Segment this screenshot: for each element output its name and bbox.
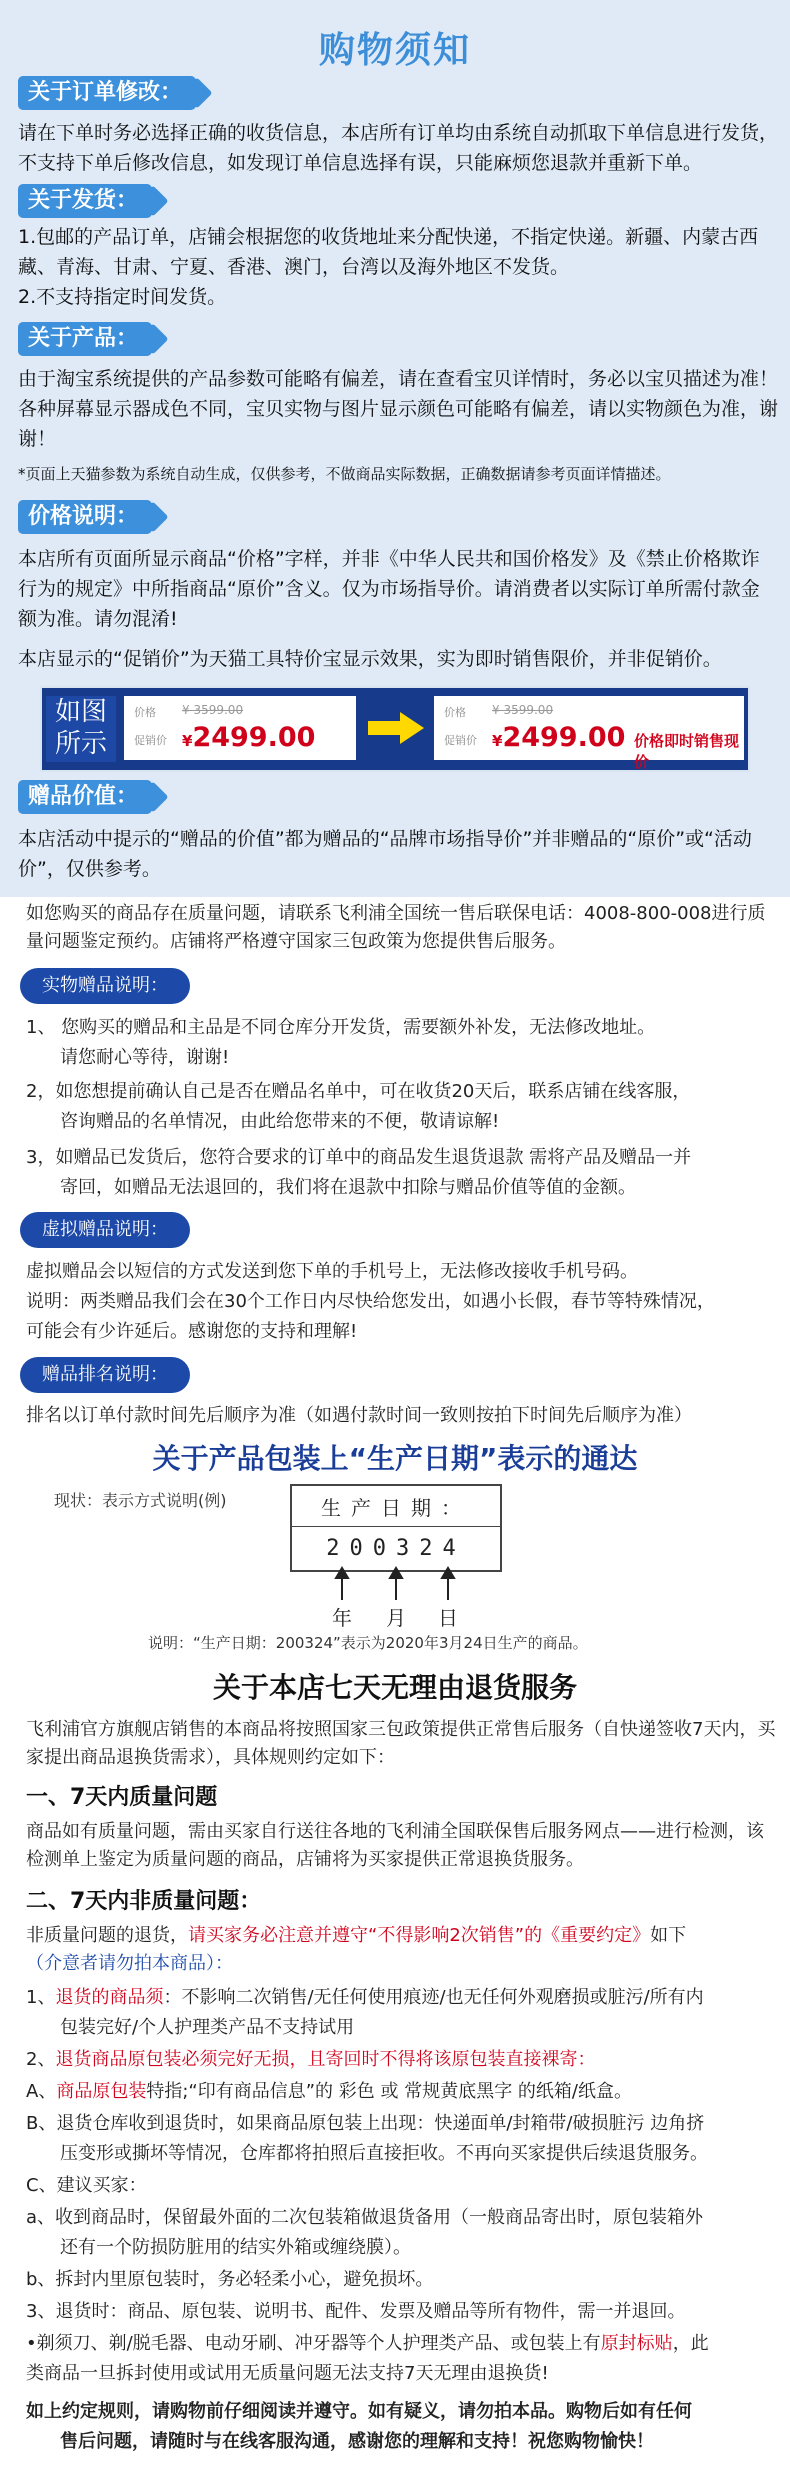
rule-3: 3、退货时：商品、原包装、说明书、配件、发票及赠品等所有物件，需一并退回。 [26,2301,686,2322]
product-note: *页面上天猫参数为系统自动生成，仅供参考，不做商品实际数据，正确数据请参考页面详情描述。 [18,465,671,483]
nonquality-intro: 非质量问题的退货，请买家务必注意并遵守“不得影响2次销售”的《重要约定》如下 [26,1925,687,1946]
rule-a: A、商品原包装特指;“印有商品信息”的 彩色 或 常规黄底黑字 的纸箱/纸盒。 [26,2081,632,2102]
rule-2: 2、退货商品原包装必须完好无损，且寄回时不得将该原包装直接裸寄： [26,2049,596,2070]
production-date-box [290,1484,502,1572]
shipping-line1: 1.包邮的产品订单，店铺会根据您的收货地址来分配快递，不指定快递。新疆、内蒙古西藏、青海、甘肃、宁夏、香港、澳门，台湾以及海外地区不发货。 [18,226,759,278]
notice-title: 购物须知 [318,30,471,71]
final-note-line2: 售后问题，请随时与在线客服沟通，感谢您的理解和支持！祝您购物愉快！ [60,2431,654,2452]
rule-c-b: b、拆封内里原包装时，务必轻柔小心，避免损坏。 [26,2269,434,2290]
date-year-label: 年 [332,1606,352,1630]
virtual-gift-line3: 可能会有少许延后。感谢您的支持和理解! [26,1321,358,1342]
product-tag: 关于产品： [18,322,152,356]
rule-1: 1、退货的商品须：不影响二次销售/无任何使用痕迹/也无任何外观磨损或脏污/所有内 [26,1987,704,2008]
physical-gift-item1: 1、 您购买的赠品和主品是不同仓库分开发货，需要额外补发，无法修改地址。 [26,1017,656,1038]
arrow-right-icon [368,712,424,744]
production-date-note: 说明：“生产日期：200324”表示为2020年3月24日生产的商品。 [148,1634,588,1652]
rule-c-a-cont: 还有一个防损防脏用的结实外箱或缠绕膜）。 [60,2237,411,2258]
old-price-2: ¥ 3599.00 [492,703,554,717]
date-box-divider [292,1526,500,1527]
gift-value-text: 本店活动中提示的“赠品的价值”都为赠品的“品牌市场指导价”并非赠品的“原价”或“活动价”，仅供参考。 [18,828,752,880]
gift-value-tag: 赠品价值： [18,780,152,814]
example-badge: 如图所示 [46,696,116,762]
virtual-gift-label: 虚拟赠品说明： [20,1212,190,1248]
price-tag: 价格说明： [18,500,152,534]
physical-gift-label: 实物赠品说明： [20,968,190,1004]
price-text2: 本店显示的“促销价”为天猫工具特价宝显示效果，实为即时销售限价，并非促销价。 [18,648,722,670]
price-example-banner [40,686,750,772]
shipping-line2: 2.不支持指定时间发货。 [18,286,227,308]
physical-gift-item2b: 咨询赠品的名单情况，由此给您带来的不便，敬请谅解! [60,1111,500,1132]
order-tag: 关于订单修改： [18,76,196,110]
nonquality-issue-title: 二、7天内非质量问题： [26,1889,262,1914]
price-card-after [434,696,744,771]
realtime-price-note: 价格即时销售现价 [634,732,740,771]
virtual-gift-line2: 说明：两类赠品我们会在30个工作日内尽快给您发出，如遇小长假，春节等特殊情况， [26,1291,715,1312]
quality-issue-text: 商品如有质量问题，需由买家自行送往各地的飞利浦全国联保售后服务网点——进行检测，该检测单上鉴定为质量问题的商品，店铺将为买家提供正常退换货服务。 [26,1821,764,1870]
gift-rank-text: 排名以订单付款时间先后顺序为准（如遇付款时间一致则按拍下时间先后顺序为准） [26,1405,692,1426]
physical-gift-item1b: 请您耐心等待，谢谢! [60,1047,230,1068]
order-text: 请在下单时务必选择正确的收货信息，本店所有订单均由系统自动抓取下单信息进行发货，不支持下单后修改信息，如发现订单信息选择有误，只能麻烦您退款并重新下单。 [18,122,779,174]
date-month-label: 月 [386,1606,406,1630]
rule-personal-care-cont: 类商品一旦拆封使用或试用无质量问题无法支持7天无理由退换货! [26,2363,549,2384]
promo-price: ¥2499.00 [182,722,316,753]
date-day-label: 日 [438,1606,458,1630]
virtual-gift-line1: 虚拟赠品会以短信的方式发送到您下单的手机号上，无法修改接收手机号码。 [26,1261,638,1282]
old-price: ¥ 3599.00 [182,703,244,717]
date-arrows-icon [330,1566,480,1602]
production-date-example-label: 现状：表示方式说明(例) [54,1491,227,1510]
shipping-tag: 关于发货： [18,184,152,218]
rule-personal-care: •剃须刀、剃/脱毛器、电动牙刷、冲牙器等个人护理类产品、或包装上有原封标贴，此 [26,2333,709,2354]
quality-issue-title: 一、7天内质量问题 [26,1785,218,1810]
promo-price-2: ¥2499.00 [492,722,626,753]
product-text: 由于淘宝系统提供的产品参数可能略有偏差，请在查看宝贝详情时，务必以宝贝描述为准！各种屏幕显示器成色不同，宝贝实物与图片显示颜色可能略有偏差，请以实物颜色为准，谢谢！ [18,368,779,450]
warranty-text: 如您购买的商品存在质量问题，请联系飞利浦全国统一售后联保电话：4008-800-008进行质量问题鉴定预约。店铺将严格遵守国家三包政策为您提供售后服务。 [26,903,766,952]
promo-label-2: 促销价 [444,734,477,747]
promo-label: 促销价 [134,734,167,747]
price-label: 价格 [134,706,156,719]
production-date-title: 关于产品包装上“生产日期”表示的通达 [152,1442,638,1475]
notice-panel [0,0,790,897]
date-box-value: 200324 [326,1536,466,1561]
rule-b-cont: 压变形或撕坏等情况，仓库都将拍照后直接拒收。不再向买家提供后续退货服务。 [60,2143,708,2164]
rule-c-a: a、收到商品时，保留最外面的二次包装箱做退货备用（一般商品寄出时，原包装箱外 [26,2207,704,2228]
physical-gift-item3: 3，如赠品已发货后，您符合要求的订单中的商品发生退货退款 需将产品及赠品一并 [26,1147,692,1168]
price-text1: 本店所有页面所显示商品“价格”字样，并非《中华人民共和国价格发》及《禁止价格欺诈行为的规定》中所指商品“原价”含义。仅为市场指导价。请消费者以实际订单所需付款金额为准。请勿混淆! [18,548,760,630]
gift-rank-label: 赠品排名说明： [20,1357,190,1393]
rule-c: C、建议买家： [26,2175,147,2196]
rule-1-cont: 包装完好/个人护理类产品不支持试用 [60,2017,355,2038]
nonquality-hint: （介意者请勿拍本商品）： [26,1953,233,1974]
date-box-label: 生产日期： [321,1496,471,1520]
physical-gift-item3b: 寄回，如赠品无法退回的，我们将在退款中扣除与赠品价值等值的金额。 [60,1177,636,1198]
price-card-before [124,696,356,760]
final-note-line1: 如上约定规则，请购物前仔细阅读并遵守。如有疑义，请勿拍本品。购物后如有任何 [26,2401,692,2422]
physical-gift-item2: 2，如您想提前确认自己是否在赠品名单中，可在收货20天后，联系店铺在线客服， [26,1081,691,1102]
price-label-2: 价格 [444,706,466,719]
returns-title: 关于本店七天无理由退货服务 [212,1671,577,1704]
rule-b: B、退货仓库收到退货时，如果商品原包装上出现：快递面单/封箱带/破损脏污 边角挤 [26,2113,705,2134]
returns-intro: 飞利浦官方旗舰店销售的本商品将按照国家三包政策提供正常售后服务（自快递签收7天内，买家提出商品退换货需求），具体规则约定如下： [26,1719,776,1768]
